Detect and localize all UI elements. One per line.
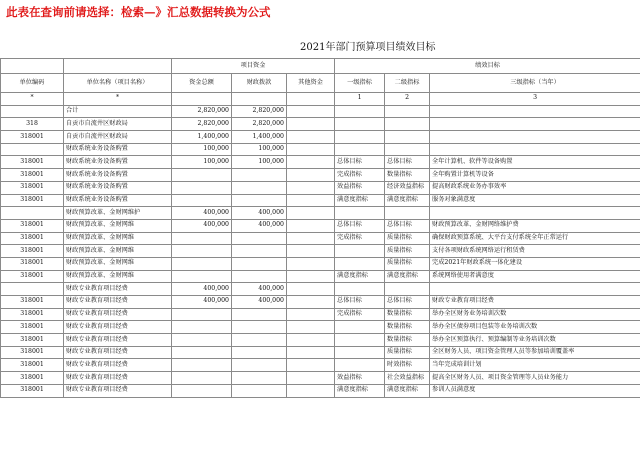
table-row xyxy=(1,359,640,372)
level3-cell[interactable]: 财政预算改革、金财网络维护费 xyxy=(430,219,640,232)
fiscal-cell[interactable] xyxy=(232,257,287,270)
level2-cell[interactable]: 数量指标 xyxy=(385,321,430,334)
unit-code-cell[interactable]: 318001 xyxy=(1,169,64,182)
level1-cell[interactable]: 总体目标 xyxy=(335,219,385,232)
unit-name-cell[interactable]: 财政专业教育项目经费 xyxy=(64,359,172,372)
header-cell[interactable] xyxy=(64,59,172,74)
table-row xyxy=(1,296,640,309)
header-performance-target[interactable]: 绩效目标 xyxy=(335,59,640,74)
fiscal-cell[interactable] xyxy=(232,384,287,397)
fiscal-cell[interactable]: 400,000 xyxy=(232,283,287,296)
level3-cell[interactable]: 参训人员满意度 xyxy=(430,384,640,397)
total-cell[interactable] xyxy=(172,308,232,321)
level2-cell[interactable] xyxy=(385,131,430,144)
unit-code-cell[interactable] xyxy=(1,143,64,156)
unit-code-cell[interactable]: 318001 xyxy=(1,372,64,385)
table-row xyxy=(1,283,640,296)
table-row xyxy=(1,143,640,156)
unit-name-cell[interactable]: 财政预算改革、金财网维 xyxy=(64,245,172,258)
header-cell[interactable] xyxy=(1,59,64,74)
other-cell[interactable] xyxy=(287,232,335,245)
other-cell[interactable] xyxy=(287,372,335,385)
other-cell[interactable] xyxy=(287,321,335,334)
level2-cell[interactable]: 时效指标 xyxy=(385,359,430,372)
header-level3[interactable]: 三级指标（当年） xyxy=(430,74,640,93)
level2-cell[interactable]: 总体目标 xyxy=(385,156,430,169)
table-row xyxy=(1,169,640,182)
level3-cell[interactable]: 全年购置计算机等设备 xyxy=(430,169,640,182)
index-cell[interactable]: * xyxy=(1,93,64,106)
level1-cell[interactable] xyxy=(335,321,385,334)
table-row xyxy=(1,181,640,194)
header-row-columns xyxy=(1,74,640,93)
other-cell[interactable] xyxy=(287,143,335,156)
other-cell[interactable] xyxy=(287,169,335,182)
unit-code-cell[interactable]: 318001 xyxy=(1,219,64,232)
level1-cell[interactable]: 完成指标 xyxy=(335,169,385,182)
unit-name-cell[interactable]: 财政专业教育项目经费 xyxy=(64,296,172,309)
other-cell[interactable] xyxy=(287,296,335,309)
header-project-fund[interactable]: 项目资金 xyxy=(172,59,335,74)
fiscal-cell[interactable] xyxy=(232,346,287,359)
level3-cell[interactable] xyxy=(430,118,640,131)
level2-cell[interactable] xyxy=(385,143,430,156)
other-cell[interactable] xyxy=(287,346,335,359)
level3-cell[interactable]: 当年完成培训计划 xyxy=(430,359,640,372)
unit-name-cell[interactable]: 合计 xyxy=(64,105,172,118)
other-cell[interactable] xyxy=(287,219,335,232)
fiscal-cell[interactable]: 400,000 xyxy=(232,219,287,232)
level3-cell[interactable]: 举办全区债券项目包装等业务培训次数 xyxy=(430,321,640,334)
total-cell[interactable]: 400,000 xyxy=(172,283,232,296)
total-cell[interactable]: 100,000 xyxy=(172,143,232,156)
table-row xyxy=(1,232,640,245)
level3-cell[interactable]: 服务对象满意度 xyxy=(430,194,640,207)
fiscal-cell[interactable]: 400,000 xyxy=(232,296,287,309)
level1-cell[interactable]: 完成指标 xyxy=(335,308,385,321)
fiscal-cell[interactable]: 100,000 xyxy=(232,156,287,169)
table-row xyxy=(1,308,640,321)
level2-cell[interactable] xyxy=(385,105,430,118)
level2-cell[interactable] xyxy=(385,283,430,296)
level3-cell[interactable]: 举办全区预算执行、预算编制等业务培训次数 xyxy=(430,334,640,347)
unit-name-cell[interactable]: 财政预算改革、金财网维 xyxy=(64,232,172,245)
level1-cell[interactable]: 满意度指标 xyxy=(335,270,385,283)
fiscal-cell[interactable]: 100,000 xyxy=(232,143,287,156)
unit-code-cell[interactable]: 318001 xyxy=(1,296,64,309)
unit-code-cell[interactable]: 318001 xyxy=(1,308,64,321)
unit-name-cell[interactable]: 财政专业教育项目经费 xyxy=(64,308,172,321)
level1-cell[interactable]: 满意度指标 xyxy=(335,194,385,207)
fiscal-cell[interactable]: 1,400,000 xyxy=(232,131,287,144)
fiscal-cell[interactable] xyxy=(232,321,287,334)
unit-name-cell[interactable]: 自贡市自流井区财政局 xyxy=(64,118,172,131)
level1-cell[interactable] xyxy=(335,131,385,144)
header-unit-name[interactable]: 单位名称（项目名称） xyxy=(64,74,172,93)
total-cell[interactable] xyxy=(172,232,232,245)
level3-cell[interactable] xyxy=(430,143,640,156)
total-cell[interactable]: 400,000 xyxy=(172,296,232,309)
level2-cell[interactable]: 满意度指标 xyxy=(385,194,430,207)
table-row xyxy=(1,257,640,270)
header-level2[interactable]: 二级指标 xyxy=(385,74,430,93)
level1-cell[interactable]: 效益指标 xyxy=(335,181,385,194)
unit-name-cell[interactable]: 财政专业教育项目经费 xyxy=(64,334,172,347)
table-row xyxy=(1,321,640,334)
table-row xyxy=(1,207,640,220)
level1-cell[interactable]: 满意度指标 xyxy=(335,384,385,397)
level1-cell[interactable] xyxy=(335,334,385,347)
level2-cell[interactable]: 数量指标 xyxy=(385,308,430,321)
level1-cell[interactable] xyxy=(335,207,385,220)
level1-cell[interactable]: 效益指标 xyxy=(335,372,385,385)
level1-cell[interactable] xyxy=(335,245,385,258)
header-level1[interactable]: 一级指标 xyxy=(335,74,385,93)
unit-name-cell[interactable]: 财政系统业务设备购置 xyxy=(64,143,172,156)
unit-name-cell[interactable]: 财政预算改革、金财网维 xyxy=(64,257,172,270)
level1-cell[interactable]: 完成指标 xyxy=(335,232,385,245)
level2-cell[interactable]: 总体目标 xyxy=(385,219,430,232)
index-cell[interactable]: 2 xyxy=(385,93,430,106)
level3-cell[interactable]: 全区财务人员、项目资金管理人员等参加培训覆盖率 xyxy=(430,346,640,359)
unit-code-cell[interactable]: 318001 xyxy=(1,346,64,359)
other-cell[interactable] xyxy=(287,257,335,270)
unit-name-cell[interactable]: 自贡市自流井区财政局 xyxy=(64,131,172,144)
unit-code-cell[interactable] xyxy=(1,207,64,220)
unit-name-cell[interactable]: 财政系统业务设备购置 xyxy=(64,194,172,207)
sheet-title: 2021年部门预算项目绩效目标 xyxy=(300,42,436,53)
total-cell[interactable] xyxy=(172,169,232,182)
unit-name-cell[interactable]: 财政专业教育项目经费 xyxy=(64,372,172,385)
unit-name-cell[interactable]: 财政专业教育项目经费 xyxy=(64,384,172,397)
unit-code-cell[interactable]: 318001 xyxy=(1,384,64,397)
total-cell[interactable] xyxy=(172,372,232,385)
fiscal-cell[interactable] xyxy=(232,169,287,182)
level1-cell[interactable] xyxy=(335,283,385,296)
header-unit-code[interactable]: 单位编码 xyxy=(1,74,64,93)
other-cell[interactable] xyxy=(287,105,335,118)
index-cell[interactable]: 3 xyxy=(430,93,640,106)
total-cell[interactable] xyxy=(172,321,232,334)
total-cell[interactable] xyxy=(172,270,232,283)
table-row xyxy=(1,131,640,144)
level3-cell[interactable] xyxy=(430,283,640,296)
level2-cell[interactable]: 质量指标 xyxy=(385,346,430,359)
unit-name-cell[interactable]: 财政专业教育项目经费 xyxy=(64,346,172,359)
fiscal-cell[interactable]: 400,000 xyxy=(232,207,287,220)
fiscal-cell[interactable] xyxy=(232,194,287,207)
other-cell[interactable] xyxy=(287,270,335,283)
level1-cell[interactable] xyxy=(335,118,385,131)
other-cell[interactable] xyxy=(287,118,335,131)
level2-cell[interactable]: 质量指标 xyxy=(385,245,430,258)
header-other[interactable]: 其他资金 xyxy=(287,74,335,93)
total-cell[interactable] xyxy=(172,346,232,359)
fiscal-cell[interactable] xyxy=(232,245,287,258)
unit-code-cell[interactable]: 318001 xyxy=(1,156,64,169)
level2-cell[interactable]: 社会效益指标 xyxy=(385,372,430,385)
unit-code-cell[interactable]: 318001 xyxy=(1,321,64,334)
total-cell[interactable] xyxy=(172,181,232,194)
level2-cell[interactable] xyxy=(385,207,430,220)
total-cell[interactable]: 2,820,000 xyxy=(172,105,232,118)
fiscal-cell[interactable]: 2,820,000 xyxy=(232,118,287,131)
other-cell[interactable] xyxy=(287,156,335,169)
other-cell[interactable] xyxy=(287,283,335,296)
unit-code-cell[interactable]: 318001 xyxy=(1,131,64,144)
fiscal-cell[interactable] xyxy=(232,270,287,283)
level1-cell[interactable] xyxy=(335,257,385,270)
unit-code-cell[interactable]: 318001 xyxy=(1,181,64,194)
index-cell[interactable]: * xyxy=(64,93,172,106)
level2-cell[interactable]: 数量指标 xyxy=(385,169,430,182)
index-cell[interactable]: 1 xyxy=(335,93,385,106)
unit-code-cell[interactable]: 318001 xyxy=(1,232,64,245)
level1-cell[interactable] xyxy=(335,143,385,156)
unit-name-cell[interactable]: 财政系统业务设备购置 xyxy=(64,169,172,182)
level2-cell[interactable]: 质量指标 xyxy=(385,232,430,245)
level3-cell[interactable]: 财政专业教育项目经费 xyxy=(430,296,640,309)
table-row xyxy=(1,384,640,397)
level2-cell[interactable]: 满意度指标 xyxy=(385,270,430,283)
unit-name-cell[interactable]: 财政系统业务设备购置 xyxy=(64,181,172,194)
fiscal-cell[interactable] xyxy=(232,232,287,245)
other-cell[interactable] xyxy=(287,359,335,372)
other-cell[interactable] xyxy=(287,334,335,347)
table-row xyxy=(1,270,640,283)
header-total[interactable]: 资金总额 xyxy=(172,74,232,93)
total-cell[interactable] xyxy=(172,359,232,372)
unit-code-cell[interactable]: 318001 xyxy=(1,270,64,283)
total-cell[interactable]: 100,000 xyxy=(172,156,232,169)
unit-name-cell[interactable]: 财政预算改革、金财网维 xyxy=(64,270,172,283)
unit-code-cell[interactable] xyxy=(1,283,64,296)
level3-cell[interactable]: 提高财政系统业务办事效率 xyxy=(430,181,640,194)
total-cell[interactable] xyxy=(172,384,232,397)
unit-code-cell[interactable]: 318001 xyxy=(1,334,64,347)
index-cell[interactable] xyxy=(287,93,335,106)
level2-cell[interactable]: 质量指标 xyxy=(385,257,430,270)
other-cell[interactable] xyxy=(287,308,335,321)
table-row xyxy=(1,194,640,207)
fiscal-cell[interactable]: 2,820,000 xyxy=(232,105,287,118)
level1-cell[interactable] xyxy=(335,359,385,372)
unit-code-cell[interactable]: 318001 xyxy=(1,194,64,207)
total-cell[interactable]: 1,400,000 xyxy=(172,131,232,144)
table-row xyxy=(1,245,640,258)
unit-code-cell[interactable] xyxy=(1,105,64,118)
unit-name-cell[interactable]: 财政预算改革、金财网维 xyxy=(64,219,172,232)
total-cell[interactable] xyxy=(172,245,232,258)
header-fiscal[interactable]: 财政拨款 xyxy=(232,74,287,93)
level2-cell[interactable]: 满意度指标 xyxy=(385,384,430,397)
level3-cell[interactable]: 举办全区财务业务培训次数 xyxy=(430,308,640,321)
table-row xyxy=(1,372,640,385)
unit-name-cell[interactable]: 财政预算改革、金财网维护 xyxy=(64,207,172,220)
unit-name-cell[interactable]: 财政专业教育项目经费 xyxy=(64,321,172,334)
total-cell[interactable]: 400,000 xyxy=(172,219,232,232)
level3-cell[interactable] xyxy=(430,105,640,118)
level3-cell[interactable] xyxy=(430,207,640,220)
unit-name-cell[interactable]: 财政专业教育项目经费 xyxy=(64,283,172,296)
other-cell[interactable] xyxy=(287,245,335,258)
level2-cell[interactable] xyxy=(385,118,430,131)
fiscal-cell[interactable] xyxy=(232,334,287,347)
fiscal-cell[interactable] xyxy=(232,308,287,321)
table-row xyxy=(1,105,640,118)
level3-cell[interactable]: 提高全区财务人员、项目资金管理等人员业务能力 xyxy=(430,372,640,385)
total-cell[interactable]: 400,000 xyxy=(172,207,232,220)
other-cell[interactable] xyxy=(287,207,335,220)
total-cell[interactable] xyxy=(172,257,232,270)
table-row xyxy=(1,156,640,169)
level1-cell[interactable] xyxy=(335,346,385,359)
fiscal-cell[interactable] xyxy=(232,372,287,385)
index-cell[interactable] xyxy=(172,93,232,106)
performance-target-table xyxy=(0,58,640,398)
unit-code-cell[interactable]: 318 xyxy=(1,118,64,131)
table-row xyxy=(1,334,640,347)
level3-cell[interactable]: 支付各项财政系统网络运行租赁费 xyxy=(430,245,640,258)
level3-cell[interactable]: 全年计算机、软件等设备购置 xyxy=(430,156,640,169)
total-cell[interactable] xyxy=(172,334,232,347)
level2-cell[interactable]: 经济效益指标 xyxy=(385,181,430,194)
level3-cell[interactable]: 系统网络使用者满意度 xyxy=(430,270,640,283)
unit-code-cell[interactable]: 318001 xyxy=(1,257,64,270)
header-row-group xyxy=(1,59,640,74)
unit-code-cell[interactable]: 318001 xyxy=(1,245,64,258)
other-cell[interactable] xyxy=(287,194,335,207)
table-row xyxy=(1,118,640,131)
level1-cell[interactable] xyxy=(335,105,385,118)
unit-name-cell[interactable]: 财政系统业务设备购置 xyxy=(64,156,172,169)
level1-cell[interactable]: 总体目标 xyxy=(335,296,385,309)
total-cell[interactable]: 2,820,000 xyxy=(172,118,232,131)
level3-cell[interactable]: 完成2021年财政系统一体化建设 xyxy=(430,257,640,270)
fiscal-cell[interactable] xyxy=(232,359,287,372)
level3-cell[interactable]: 确保财政预算系统、大平台支付系统全年正常运行 xyxy=(430,232,640,245)
index-cell[interactable] xyxy=(232,93,287,106)
level2-cell[interactable]: 总体目标 xyxy=(385,296,430,309)
fiscal-cell[interactable] xyxy=(232,181,287,194)
other-cell[interactable] xyxy=(287,384,335,397)
level1-cell[interactable]: 总体目标 xyxy=(335,156,385,169)
total-cell[interactable] xyxy=(172,194,232,207)
query-notice: 此表在查询前请选择：检索—》汇总数据转换为公式 xyxy=(6,5,271,19)
unit-code-cell[interactable]: 318001 xyxy=(1,359,64,372)
table-row xyxy=(1,346,640,359)
other-cell[interactable] xyxy=(287,181,335,194)
other-cell[interactable] xyxy=(287,131,335,144)
table-row xyxy=(1,219,640,232)
level3-cell[interactable] xyxy=(430,131,640,144)
level2-cell[interactable]: 数量指标 xyxy=(385,334,430,347)
header-row-index xyxy=(1,93,640,106)
